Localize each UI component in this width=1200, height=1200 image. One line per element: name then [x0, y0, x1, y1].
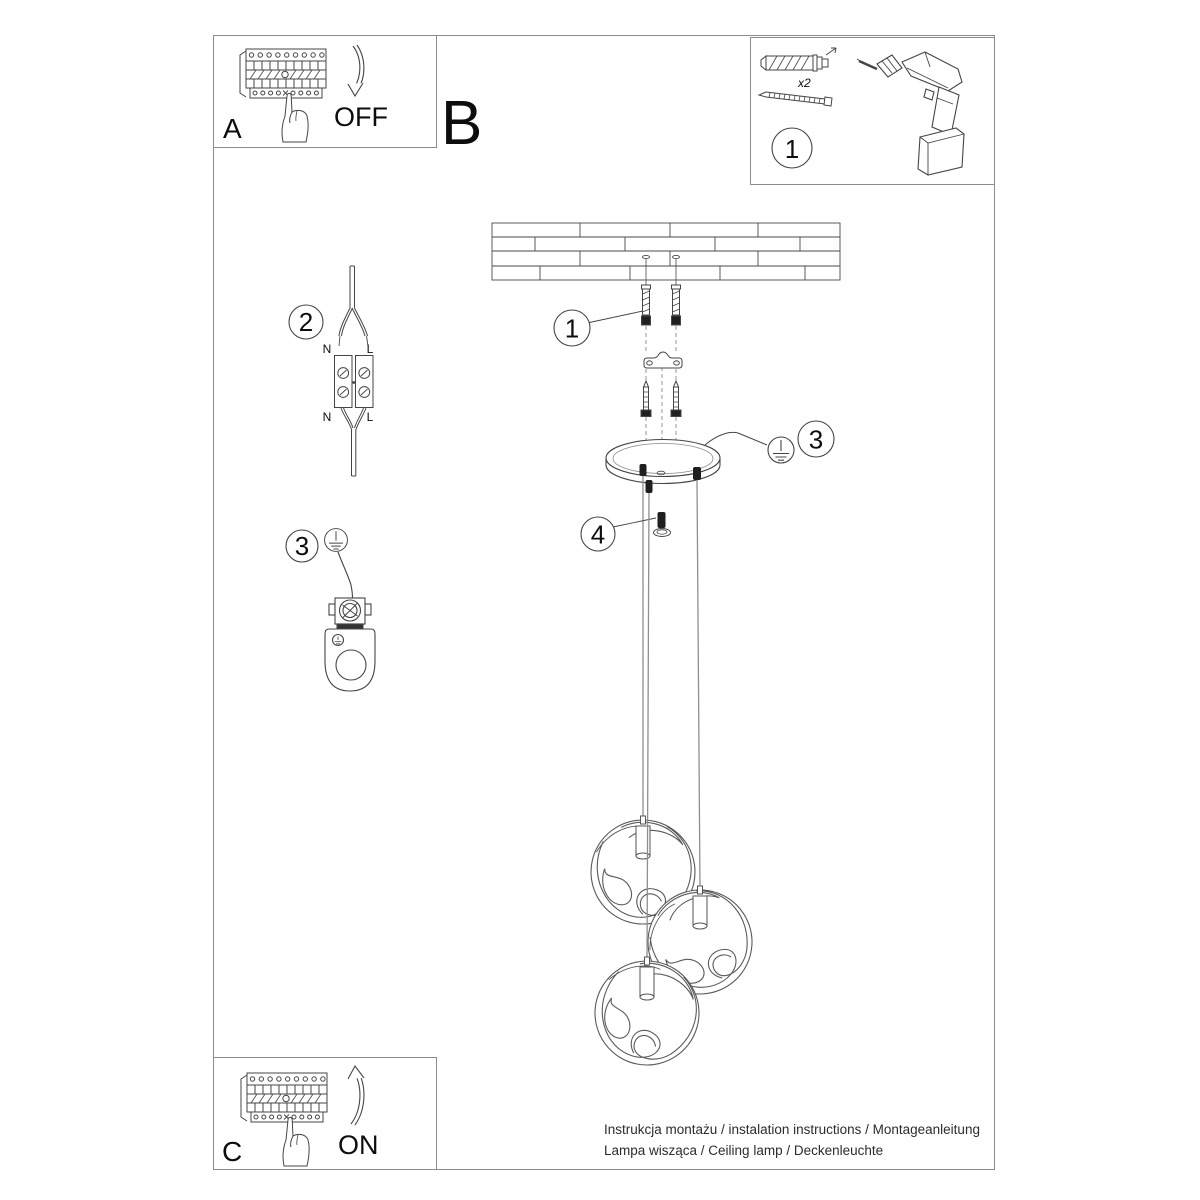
- wall-anchors: [642, 285, 681, 325]
- clamp-bracket: [325, 629, 375, 691]
- ceiling-illustration: [492, 223, 840, 285]
- on-label: ON: [338, 1130, 379, 1160]
- mounting-screw-icon: [759, 92, 832, 106]
- callout-step3-left-number: 3: [294, 531, 310, 561]
- cable-bottom: [341, 408, 366, 476]
- step-a-illustration: [214, 36, 438, 149]
- pointing-hand-icon-c: [283, 1117, 309, 1166]
- mounting-bracket: [644, 352, 682, 368]
- footer-line1: Instrukcja montażu / instalation instructions / Montageanleitung: [604, 1122, 980, 1137]
- callout-step4-number: 4: [590, 519, 606, 550]
- section-b-label: B: [441, 89, 483, 158]
- cable-grip-detail: [658, 512, 666, 528]
- step-c-box: [213, 1057, 437, 1170]
- wire-l-top-label: L: [366, 342, 374, 356]
- callout-step1-main: [554, 310, 643, 346]
- breaker-panel-icon-c: [241, 1073, 327, 1122]
- earth-clamp-diagram: [278, 515, 393, 700]
- earth-terminal: [329, 598, 371, 629]
- ground-wire-callout: [705, 421, 834, 463]
- callout-step2: [289, 305, 323, 339]
- footer-line2: Lampa wisząca / Ceiling lamp / Deckenleuchte: [604, 1143, 884, 1158]
- off-label: OFF: [334, 102, 388, 132]
- section-a-label: A: [223, 113, 242, 144]
- callout-step1-main-number: 1: [564, 313, 580, 344]
- grip-detail-callout: [581, 512, 671, 551]
- earth-wire: [338, 552, 353, 598]
- wiring-diagram: [280, 258, 405, 486]
- callout-step1-number: 1: [784, 134, 800, 164]
- callout-step3-left: [286, 530, 318, 562]
- step-c-illustration: [214, 1058, 438, 1171]
- callout-step3-main-number: 3: [808, 424, 824, 455]
- assembly-diagram: [480, 212, 860, 1077]
- canopy-screws: [641, 381, 681, 417]
- wire-n-bottom-label: N: [322, 410, 332, 424]
- drill-icon: [857, 52, 964, 175]
- curved-arrow-down-icon: [348, 45, 364, 96]
- cable-top: [339, 266, 368, 346]
- wire-l-bottom-label: L: [366, 410, 374, 424]
- section-c-label: C: [222, 1136, 243, 1167]
- earth-symbol-icon: [325, 529, 348, 552]
- canopy-illustration: [606, 440, 720, 484]
- anchor-qty-label: x2: [798, 76, 811, 90]
- wire-n-top-label: N: [322, 342, 332, 356]
- wall-anchor-plug-icon: [761, 48, 836, 71]
- breaker-panel-icon: [240, 49, 326, 98]
- callout-step1: [772, 128, 812, 168]
- terminal-block: [335, 356, 374, 408]
- callout-step2-number: 2: [298, 307, 314, 337]
- footer: [604, 1119, 980, 1161]
- earth-symbol-main-icon: [768, 437, 794, 463]
- step-a-box: [213, 35, 437, 148]
- parts-illustration: [751, 38, 996, 186]
- curved-arrow-up-icon: [348, 1066, 364, 1125]
- parts-box: [750, 37, 995, 185]
- pointing-hand-icon: [282, 93, 308, 142]
